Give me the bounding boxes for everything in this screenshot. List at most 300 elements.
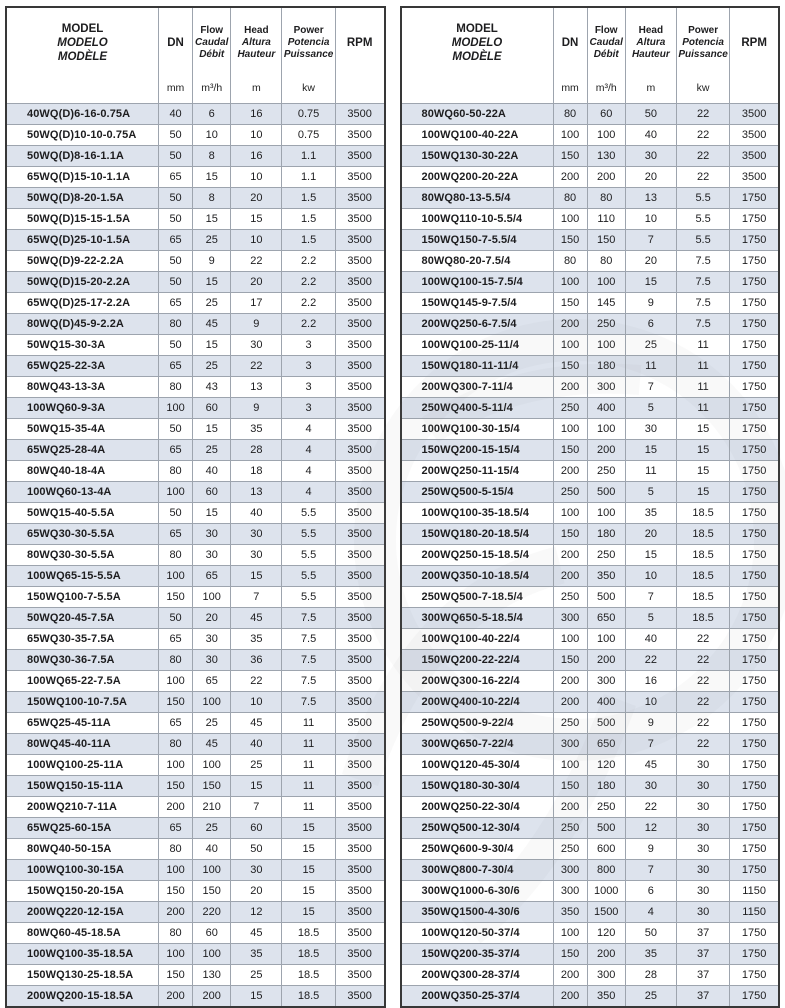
cell-head: 40 xyxy=(231,734,282,755)
table-row xyxy=(6,944,385,965)
cell-rpm: 3500 xyxy=(335,356,384,377)
cell-flow: 180 xyxy=(587,524,625,545)
cell-rpm: 1750 xyxy=(730,482,779,503)
table-row xyxy=(6,923,385,944)
cell-flow: 45 xyxy=(193,314,231,335)
table-row xyxy=(401,104,780,125)
cell-model: 200WQ250-6-7.5/4 xyxy=(401,314,554,335)
cell-dn: 200 xyxy=(553,986,587,1008)
cell-flow: 250 xyxy=(587,545,625,566)
cell-flow: 120 xyxy=(587,923,625,944)
cell-model: 150WQ145-9-7.5/4 xyxy=(401,293,554,314)
cell-model: 150WQ100-10-7.5A xyxy=(6,692,159,713)
cell-model: 65WQ(D)25-10-1.5A xyxy=(6,230,159,251)
table-row xyxy=(401,860,780,881)
cell-model: 150WQ200-15-15/4 xyxy=(401,440,554,461)
cell-model: 200WQ300-7-11/4 xyxy=(401,377,554,398)
cell-dn: 150 xyxy=(553,776,587,797)
cell-head: 10 xyxy=(231,692,282,713)
table-row xyxy=(401,125,780,146)
cell-dn: 150 xyxy=(159,587,193,608)
cell-dn: 200 xyxy=(553,545,587,566)
cell-flow: 100 xyxy=(587,629,625,650)
table-row xyxy=(401,692,780,713)
cell-dn: 50 xyxy=(159,503,193,524)
cell-rpm: 1150 xyxy=(730,902,779,923)
cell-flow: 300 xyxy=(587,965,625,986)
table-row xyxy=(6,986,385,1008)
cell-rpm: 1750 xyxy=(730,629,779,650)
cell-flow: 8 xyxy=(193,188,231,209)
cell-rpm: 1750 xyxy=(730,503,779,524)
cell-model: 80WQ80-20-7.5/4 xyxy=(401,251,554,272)
column-label-dn: DN xyxy=(561,37,579,49)
table-row xyxy=(401,272,780,293)
cell-model: 200WQ220-12-15A xyxy=(6,902,159,923)
table-row xyxy=(6,629,385,650)
cell-rpm: 3500 xyxy=(335,839,384,860)
cell-model: 150WQ130-25-18.5A xyxy=(6,965,159,986)
cell-rpm: 1750 xyxy=(730,230,779,251)
table-row xyxy=(6,755,385,776)
cell-power: 15 xyxy=(282,839,335,860)
cell-flow: 30 xyxy=(193,524,231,545)
cell-flow: 100 xyxy=(587,272,625,293)
cell-model: 50WQ(D)8-20-1.5A xyxy=(6,188,159,209)
cell-model: 100WQ100-40-22A xyxy=(401,125,554,146)
cell-rpm: 1750 xyxy=(730,524,779,545)
column-label-rpm: RPM xyxy=(346,37,373,49)
cell-rpm: 3500 xyxy=(335,146,384,167)
cell-rpm: 3500 xyxy=(335,377,384,398)
cell-rpm: 1750 xyxy=(730,293,779,314)
table-row xyxy=(6,209,385,230)
table-row xyxy=(401,734,780,755)
cell-rpm: 1750 xyxy=(730,272,779,293)
cell-dn: 80 xyxy=(159,839,193,860)
cell-rpm: 1750 xyxy=(730,755,779,776)
cell-rpm: 3500 xyxy=(335,923,384,944)
cell-dn: 50 xyxy=(159,125,193,146)
cell-dn: 150 xyxy=(553,146,587,167)
cell-model: 100WQ100-15-7.5/4 xyxy=(401,272,554,293)
cell-model: 65WQ(D)15-10-1.1A xyxy=(6,167,159,188)
cell-dn: 100 xyxy=(553,125,587,146)
cell-head: 25 xyxy=(231,965,282,986)
cell-rpm: 1750 xyxy=(730,839,779,860)
cell-dn: 200 xyxy=(553,461,587,482)
cell-head: 30 xyxy=(231,335,282,356)
cell-rpm: 3500 xyxy=(335,440,384,461)
cell-power: 2.2 xyxy=(282,251,335,272)
cell-flow: 220 xyxy=(193,902,231,923)
cell-head: 30 xyxy=(231,860,282,881)
cell-flow: 100 xyxy=(587,419,625,440)
table-row xyxy=(6,251,385,272)
cell-model: 200WQ350-25-37/4 xyxy=(401,986,554,1008)
table-row xyxy=(6,524,385,545)
cell-flow: 25 xyxy=(193,713,231,734)
cell-rpm: 1750 xyxy=(730,335,779,356)
header-row xyxy=(401,7,780,104)
cell-rpm: 3500 xyxy=(335,797,384,818)
cell-head: 13 xyxy=(625,188,676,209)
cell-head: 18 xyxy=(231,461,282,482)
table-row xyxy=(6,713,385,734)
cell-head: 9 xyxy=(231,398,282,419)
table-row xyxy=(401,377,780,398)
cell-rpm: 1750 xyxy=(730,608,779,629)
column-header-flow xyxy=(587,7,625,104)
cell-power: 11 xyxy=(676,356,729,377)
column-label-model: MODEL MODELO MODÈLE xyxy=(451,23,503,63)
cell-dn: 150 xyxy=(159,965,193,986)
cell-head: 20 xyxy=(231,272,282,293)
cell-rpm: 1750 xyxy=(730,923,779,944)
cell-dn: 200 xyxy=(553,167,587,188)
cell-model: 150WQ200-22-22/4 xyxy=(401,650,554,671)
cell-power: 1.5 xyxy=(282,209,335,230)
table-row xyxy=(401,608,780,629)
cell-power: 30 xyxy=(676,818,729,839)
cell-power: 11 xyxy=(282,734,335,755)
cell-head: 16 xyxy=(231,104,282,125)
cell-head: 60 xyxy=(231,818,282,839)
cell-power: 30 xyxy=(676,881,729,902)
cell-flow: 65 xyxy=(193,566,231,587)
cell-head: 10 xyxy=(231,230,282,251)
table-row xyxy=(401,818,780,839)
cell-model: 50WQ(D)10-10-0.75A xyxy=(6,125,159,146)
cell-dn: 50 xyxy=(159,188,193,209)
cell-head: 36 xyxy=(231,650,282,671)
table-row xyxy=(6,146,385,167)
cell-dn: 80 xyxy=(553,188,587,209)
cell-head: 45 xyxy=(625,755,676,776)
cell-rpm: 1750 xyxy=(730,377,779,398)
cell-model: 300WQ650-5-18.5/4 xyxy=(401,608,554,629)
cell-head: 13 xyxy=(231,377,282,398)
cell-head: 30 xyxy=(231,524,282,545)
cell-model: 100WQ100-35-18.5/4 xyxy=(401,503,554,524)
cell-dn: 250 xyxy=(553,482,587,503)
cell-head: 7 xyxy=(625,230,676,251)
column-label-rpm: RPM xyxy=(741,37,767,49)
cell-power: 18.5 xyxy=(676,587,729,608)
cell-power: 4 xyxy=(282,482,335,503)
cell-head: 35 xyxy=(625,944,676,965)
cell-rpm: 1750 xyxy=(730,986,779,1008)
cell-head: 13 xyxy=(231,482,282,503)
cell-flow: 15 xyxy=(193,272,231,293)
table-row xyxy=(6,797,385,818)
cell-rpm: 1750 xyxy=(730,356,779,377)
cell-head: 20 xyxy=(625,167,676,188)
cell-model: 150WQ150-15-11A xyxy=(6,776,159,797)
cell-power: 5.5 xyxy=(282,587,335,608)
cell-power: 22 xyxy=(676,146,729,167)
cell-flow: 45 xyxy=(193,734,231,755)
cell-dn: 80 xyxy=(159,314,193,335)
cell-rpm: 3500 xyxy=(335,398,384,419)
cell-flow: 250 xyxy=(587,797,625,818)
cell-model: 250WQ400-5-11/4 xyxy=(401,398,554,419)
column-header-head xyxy=(625,7,676,104)
cell-dn: 250 xyxy=(553,818,587,839)
cell-power: 18.5 xyxy=(676,566,729,587)
cell-flow: 250 xyxy=(587,461,625,482)
cell-dn: 65 xyxy=(159,713,193,734)
cell-dn: 200 xyxy=(553,965,587,986)
cell-dn: 80 xyxy=(159,923,193,944)
table-row xyxy=(401,251,780,272)
cell-head: 9 xyxy=(231,314,282,335)
cell-model: 150WQ130-30-22A xyxy=(401,146,554,167)
cell-power: 2.2 xyxy=(282,293,335,314)
cell-head: 4 xyxy=(625,902,676,923)
cell-rpm: 1750 xyxy=(730,650,779,671)
cell-rpm: 1750 xyxy=(730,671,779,692)
cell-head: 15 xyxy=(625,272,676,293)
cell-dn: 100 xyxy=(553,755,587,776)
cell-power: 11 xyxy=(282,713,335,734)
cell-power: 7.5 xyxy=(282,608,335,629)
cell-flow: 15 xyxy=(193,335,231,356)
cell-flow: 60 xyxy=(587,104,625,125)
cell-head: 35 xyxy=(231,944,282,965)
cell-head: 11 xyxy=(625,356,676,377)
cell-model: 80WQ43-13-3A xyxy=(6,377,159,398)
cell-head: 30 xyxy=(625,776,676,797)
cell-model: 250WQ500-5-15/4 xyxy=(401,482,554,503)
table-row xyxy=(6,587,385,608)
cell-model: 65WQ25-45-11A xyxy=(6,713,159,734)
cell-power: 15 xyxy=(282,902,335,923)
cell-flow: 130 xyxy=(587,146,625,167)
cell-model: 100WQ60-13-4A xyxy=(6,482,159,503)
column-unit-head: m xyxy=(251,82,261,94)
cell-model: 100WQ100-40-22/4 xyxy=(401,629,554,650)
cell-power: 7.5 xyxy=(282,650,335,671)
cell-head: 50 xyxy=(625,923,676,944)
cell-flow: 120 xyxy=(587,755,625,776)
cell-head: 10 xyxy=(231,167,282,188)
table-row xyxy=(401,398,780,419)
table-row xyxy=(6,440,385,461)
cell-power: 5.5 xyxy=(282,566,335,587)
cell-rpm: 1750 xyxy=(730,566,779,587)
cell-dn: 300 xyxy=(553,860,587,881)
column-label-power: Power Potencia Puissance xyxy=(678,25,728,60)
cell-head: 35 xyxy=(231,629,282,650)
cell-head: 50 xyxy=(625,104,676,125)
cell-model: 50WQ(D)8-16-1.1A xyxy=(6,146,159,167)
cell-flow: 60 xyxy=(193,923,231,944)
column-header-flow xyxy=(193,7,231,104)
cell-dn: 300 xyxy=(553,734,587,755)
table-row xyxy=(6,839,385,860)
column-unit-model xyxy=(402,78,553,103)
column-header-rpm xyxy=(730,7,779,104)
table-row xyxy=(6,188,385,209)
cell-power: 22 xyxy=(676,104,729,125)
column-unit-rpm xyxy=(336,78,384,103)
cell-model: 200WQ250-15-18.5/4 xyxy=(401,545,554,566)
cell-head: 7 xyxy=(625,377,676,398)
cell-dn: 300 xyxy=(553,608,587,629)
cell-dn: 50 xyxy=(159,335,193,356)
cell-model: 200WQ350-10-18.5/4 xyxy=(401,566,554,587)
cell-flow: 150 xyxy=(193,776,231,797)
cell-model: 250WQ500-7-18.5/4 xyxy=(401,587,554,608)
cell-head: 16 xyxy=(625,671,676,692)
column-unit-flow: m³/h xyxy=(201,82,223,94)
table-row xyxy=(6,461,385,482)
cell-flow: 200 xyxy=(587,650,625,671)
cell-model: 200WQ300-28-37/4 xyxy=(401,965,554,986)
cell-head: 9 xyxy=(625,713,676,734)
cell-rpm: 3500 xyxy=(335,335,384,356)
cell-flow: 100 xyxy=(193,755,231,776)
cell-head: 12 xyxy=(625,818,676,839)
cell-dn: 200 xyxy=(159,902,193,923)
table-row xyxy=(401,755,780,776)
table-row xyxy=(6,167,385,188)
cell-model: 200WQ400-10-22/4 xyxy=(401,692,554,713)
cell-flow: 200 xyxy=(587,440,625,461)
cell-flow: 110 xyxy=(587,209,625,230)
column-header-power xyxy=(282,7,335,104)
cell-dn: 100 xyxy=(159,755,193,776)
cell-flow: 30 xyxy=(193,545,231,566)
cell-rpm: 3500 xyxy=(335,713,384,734)
cell-rpm: 1750 xyxy=(730,545,779,566)
cell-rpm: 1750 xyxy=(730,860,779,881)
cell-model: 50WQ(D)15-20-2.2A xyxy=(6,272,159,293)
cell-power: 5.5 xyxy=(676,230,729,251)
table-row xyxy=(401,188,780,209)
cell-flow: 25 xyxy=(193,293,231,314)
cell-dn: 80 xyxy=(159,545,193,566)
cell-power: 30 xyxy=(676,776,729,797)
cell-dn: 50 xyxy=(159,608,193,629)
cell-dn: 65 xyxy=(159,293,193,314)
cell-model: 300WQ1000-6-30/6 xyxy=(401,881,554,902)
cell-power: 2.2 xyxy=(282,272,335,293)
cell-power: 7.5 xyxy=(282,671,335,692)
cell-model: 80WQ60-45-18.5A xyxy=(6,923,159,944)
cell-rpm: 3500 xyxy=(335,293,384,314)
cell-rpm: 3500 xyxy=(730,167,779,188)
cell-flow: 30 xyxy=(193,629,231,650)
cell-rpm: 3500 xyxy=(335,965,384,986)
cell-dn: 100 xyxy=(553,629,587,650)
table-row xyxy=(401,671,780,692)
cell-rpm: 3500 xyxy=(335,608,384,629)
table-row xyxy=(6,776,385,797)
cell-head: 15 xyxy=(231,776,282,797)
cell-power: 18.5 xyxy=(676,524,729,545)
cell-rpm: 3500 xyxy=(335,944,384,965)
cell-rpm: 3500 xyxy=(335,503,384,524)
table-row xyxy=(401,461,780,482)
cell-dn: 100 xyxy=(159,944,193,965)
cell-model: 80WQ80-13-5.5/4 xyxy=(401,188,554,209)
cell-model: 150WQ200-35-37/4 xyxy=(401,944,554,965)
cell-power: 22 xyxy=(676,650,729,671)
cell-flow: 10 xyxy=(193,125,231,146)
cell-dn: 250 xyxy=(553,587,587,608)
column-label-head: Head Altura Hauteur xyxy=(631,25,670,60)
column-unit-head: m xyxy=(646,82,656,94)
cell-flow: 300 xyxy=(587,671,625,692)
cell-dn: 150 xyxy=(553,230,587,251)
cell-dn: 100 xyxy=(553,335,587,356)
cell-dn: 40 xyxy=(159,104,193,125)
cell-head: 35 xyxy=(231,419,282,440)
table-row xyxy=(401,335,780,356)
table-row xyxy=(401,587,780,608)
cell-power: 30 xyxy=(676,902,729,923)
cell-head: 5 xyxy=(625,482,676,503)
cell-head: 40 xyxy=(231,503,282,524)
cell-model: 65WQ25-22-3A xyxy=(6,356,159,377)
table-row xyxy=(6,398,385,419)
cell-flow: 500 xyxy=(587,818,625,839)
cell-head: 22 xyxy=(625,650,676,671)
cell-head: 15 xyxy=(231,986,282,1008)
cell-head: 20 xyxy=(625,524,676,545)
cell-dn: 300 xyxy=(553,881,587,902)
cell-head: 7 xyxy=(231,587,282,608)
table-row xyxy=(401,839,780,860)
column-header-dn xyxy=(159,7,193,104)
cell-head: 10 xyxy=(625,566,676,587)
cell-rpm: 1750 xyxy=(730,587,779,608)
cell-head: 22 xyxy=(231,356,282,377)
cell-power: 5.5 xyxy=(282,503,335,524)
cell-dn: 200 xyxy=(553,671,587,692)
cell-dn: 100 xyxy=(553,923,587,944)
cell-dn: 200 xyxy=(553,566,587,587)
cell-head: 9 xyxy=(625,839,676,860)
table-row xyxy=(401,713,780,734)
cell-rpm: 3500 xyxy=(335,188,384,209)
cell-model: 100WQ100-30-15A xyxy=(6,860,159,881)
cell-head: 7 xyxy=(231,797,282,818)
table-row xyxy=(401,230,780,251)
cell-dn: 150 xyxy=(553,524,587,545)
cell-rpm: 3500 xyxy=(730,146,779,167)
cell-head: 30 xyxy=(231,545,282,566)
cell-rpm: 3500 xyxy=(335,692,384,713)
cell-dn: 65 xyxy=(159,629,193,650)
cell-model: 80WQ40-18-4A xyxy=(6,461,159,482)
cell-model: 200WQ300-16-22/4 xyxy=(401,671,554,692)
cell-model: 80WQ45-40-11A xyxy=(6,734,159,755)
table-row xyxy=(401,293,780,314)
cell-power: 30 xyxy=(676,839,729,860)
cell-head: 15 xyxy=(625,545,676,566)
cell-model: 300WQ800-7-30/4 xyxy=(401,860,554,881)
spec-tables-container xyxy=(5,6,780,1008)
cell-flow: 60 xyxy=(193,482,231,503)
cell-head: 10 xyxy=(625,209,676,230)
table-row xyxy=(6,335,385,356)
column-unit-flow: m³/h xyxy=(595,82,617,94)
cell-power: 7.5 xyxy=(282,629,335,650)
cell-head: 6 xyxy=(625,881,676,902)
